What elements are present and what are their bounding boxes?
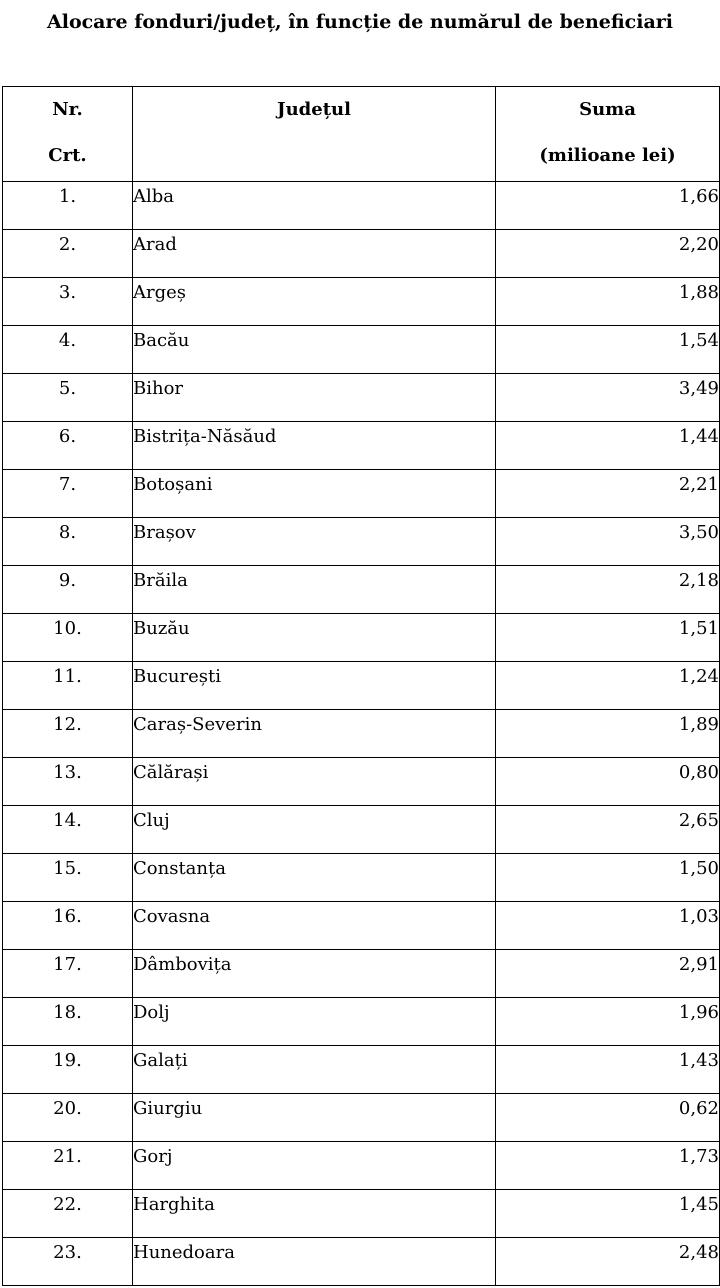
row-number-cell: 16. xyxy=(3,902,133,950)
header-judet-label: Județul xyxy=(277,99,351,120)
row-number-cell: 18. xyxy=(3,998,133,1046)
row-number-cell: 6. xyxy=(3,422,133,470)
county-name-cell: Caraș-Severin xyxy=(133,710,496,758)
amount-cell: 2,18 xyxy=(496,566,720,614)
amount-cell: 3,50 xyxy=(496,518,720,566)
county-name-cell: Călărași xyxy=(133,758,496,806)
amount-cell: 1,45 xyxy=(496,1190,720,1238)
row-number-cell: 19. xyxy=(3,1046,133,1094)
county-name-cell: Covasna xyxy=(133,902,496,950)
amount-cell: 2,21 xyxy=(496,470,720,518)
amount-cell: 1,96 xyxy=(496,998,720,1046)
county-name-cell: Gorj xyxy=(133,1142,496,1190)
county-name-cell: Buzău xyxy=(133,614,496,662)
amount-cell: 1,88 xyxy=(496,278,720,326)
county-name-cell: Argeș xyxy=(133,278,496,326)
header-suma-line2: (milioane lei) xyxy=(539,145,676,166)
county-name-cell: Brăila xyxy=(133,566,496,614)
county-name-cell: Hunedoara xyxy=(133,1238,496,1286)
table-row xyxy=(3,374,720,422)
amount-cell: 1,89 xyxy=(496,710,720,758)
county-name-cell: Botoșani xyxy=(133,470,496,518)
county-name-cell: Brașov xyxy=(133,518,496,566)
row-number-cell: 13. xyxy=(3,758,133,806)
table-row xyxy=(3,710,720,758)
row-number-cell: 20. xyxy=(3,1094,133,1142)
amount-cell: 1,73 xyxy=(496,1142,720,1190)
county-name-cell: Bacău xyxy=(133,326,496,374)
county-name-cell: Dolj xyxy=(133,998,496,1046)
table-row xyxy=(3,902,720,950)
row-number-cell: 12. xyxy=(3,710,133,758)
table-row xyxy=(3,1238,720,1286)
row-number-cell: 8. xyxy=(3,518,133,566)
table-row xyxy=(3,1094,720,1142)
header-nr-line2: Crt. xyxy=(48,145,87,166)
table-row xyxy=(3,614,720,662)
header-nr-line1: Nr. xyxy=(52,99,83,120)
row-number-cell: 3. xyxy=(3,278,133,326)
row-number-cell: 14. xyxy=(3,806,133,854)
header-nr-crt xyxy=(3,87,133,182)
row-number-cell: 9. xyxy=(3,566,133,614)
table-body xyxy=(3,182,720,1286)
county-name-cell: Arad xyxy=(133,230,496,278)
county-name-cell: Cluj xyxy=(133,806,496,854)
amount-cell: 0,62 xyxy=(496,1094,720,1142)
county-name-cell: Bistrița-Năsăud xyxy=(133,422,496,470)
row-number-cell: 11. xyxy=(3,662,133,710)
amount-cell: 1,50 xyxy=(496,854,720,902)
amount-cell: 1,66 xyxy=(496,182,720,230)
table-row xyxy=(3,518,720,566)
amount-cell: 2,48 xyxy=(496,1238,720,1286)
table-header-row xyxy=(3,87,720,182)
row-number-cell: 23. xyxy=(3,1238,133,1286)
table-row xyxy=(3,278,720,326)
amount-cell: 2,65 xyxy=(496,806,720,854)
header-suma xyxy=(496,87,720,182)
amount-cell: 1,43 xyxy=(496,1046,720,1094)
table-row xyxy=(3,326,720,374)
row-number-cell: 1. xyxy=(3,182,133,230)
county-name-cell: Bihor xyxy=(133,374,496,422)
row-number-cell: 7. xyxy=(3,470,133,518)
table-row xyxy=(3,230,720,278)
county-name-cell: București xyxy=(133,662,496,710)
amount-cell: 3,49 xyxy=(496,374,720,422)
table-row xyxy=(3,758,720,806)
county-name-cell: Harghita xyxy=(133,1190,496,1238)
header-suma-line1: Suma xyxy=(579,99,636,120)
county-name-cell: Dâmbovița xyxy=(133,950,496,998)
county-name-cell: Constanța xyxy=(133,854,496,902)
amount-cell: 2,20 xyxy=(496,230,720,278)
row-number-cell: 10. xyxy=(3,614,133,662)
row-number-cell: 2. xyxy=(3,230,133,278)
table-row xyxy=(3,1190,720,1238)
amount-cell: 1,54 xyxy=(496,326,720,374)
table-row xyxy=(3,950,720,998)
amount-cell: 1,51 xyxy=(496,614,720,662)
document-title: Alocare fonduri/județ, în funcție de numărul de beneficiari xyxy=(46,11,674,33)
allocation-table xyxy=(2,86,720,1286)
amount-cell: 0,80 xyxy=(496,758,720,806)
table-row xyxy=(3,566,720,614)
table-row xyxy=(3,1142,720,1190)
table-row xyxy=(3,662,720,710)
county-name-cell: Alba xyxy=(133,182,496,230)
row-number-cell: 5. xyxy=(3,374,133,422)
table-row xyxy=(3,854,720,902)
row-number-cell: 17. xyxy=(3,950,133,998)
table-row xyxy=(3,470,720,518)
amount-cell: 1,03 xyxy=(496,902,720,950)
amount-cell: 1,24 xyxy=(496,662,720,710)
row-number-cell: 22. xyxy=(3,1190,133,1238)
amount-cell: 2,91 xyxy=(496,950,720,998)
table-row xyxy=(3,806,720,854)
county-name-cell: Galați xyxy=(133,1046,496,1094)
table-row xyxy=(3,422,720,470)
row-number-cell: 15. xyxy=(3,854,133,902)
row-number-cell: 4. xyxy=(3,326,133,374)
county-name-cell: Giurgiu xyxy=(133,1094,496,1142)
table-row xyxy=(3,998,720,1046)
amount-cell: 1,44 xyxy=(496,422,720,470)
table-row xyxy=(3,182,720,230)
row-number-cell: 21. xyxy=(3,1142,133,1190)
table-row xyxy=(3,1046,720,1094)
header-judet xyxy=(133,87,496,182)
